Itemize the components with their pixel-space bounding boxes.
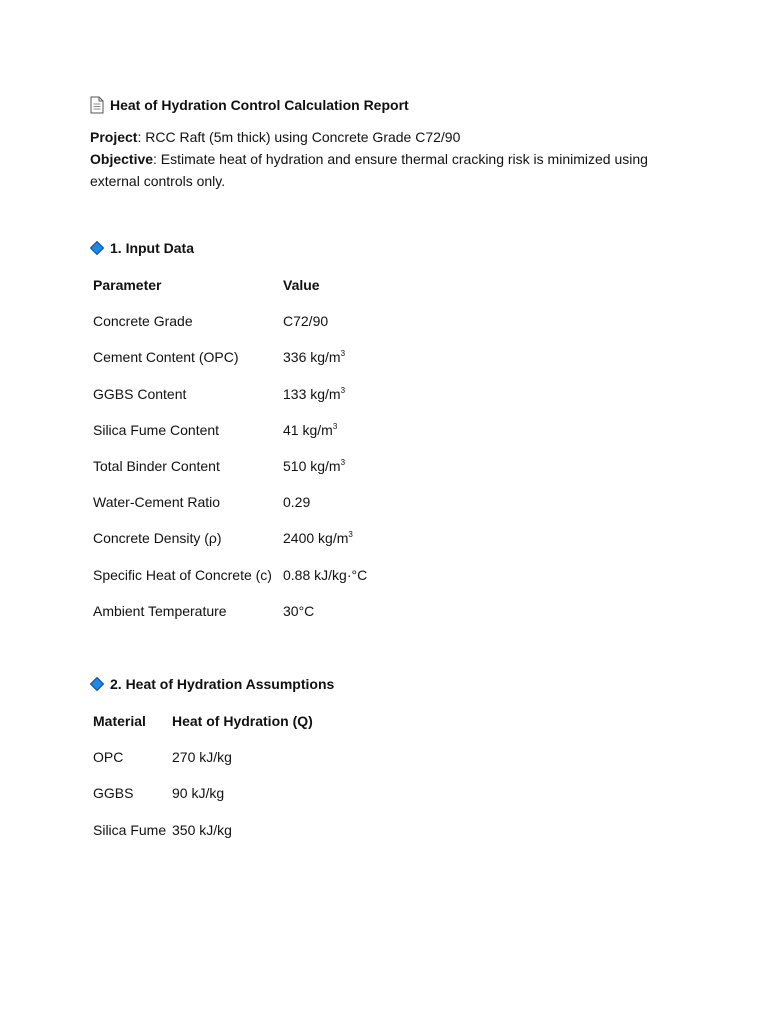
table-row: [90, 520, 367, 556]
table-row: [90, 484, 367, 520]
blue-diamond-icon: [90, 677, 104, 691]
heat-cell: 90 kJ/kg: [172, 785, 225, 802]
value-cell: 133 $kg/m^3$: [283, 385, 346, 402]
report-title: Heat of Hydration Control Calculation Report: [110, 97, 409, 113]
header-parameter: Parameter: [93, 277, 162, 294]
table-row: [90, 557, 367, 593]
project-label: Project: [90, 129, 138, 145]
heat-of-hydration-table: [90, 703, 313, 848]
material-cell: GGBS: [93, 785, 134, 802]
table-row: [90, 339, 367, 375]
param-cell: Concrete Grade: [93, 313, 193, 330]
table-row: [90, 811, 313, 847]
value-cell: 510 $kg/m^3$: [283, 458, 346, 475]
table-row: [90, 739, 313, 775]
header-material: Material: [93, 712, 146, 729]
report-page: [90, 94, 690, 848]
section-assumptions-heading: [90, 673, 690, 695]
document-icon: [90, 96, 104, 114]
objective-label: Objective: [90, 151, 154, 167]
param-cell: GGBS Content: [93, 385, 187, 402]
value-cell: 0.29: [283, 494, 311, 511]
objective-line: [90, 148, 690, 192]
table-row: [90, 448, 367, 484]
param-cell: Total Binder Content: [93, 458, 220, 475]
value-cell: 2400 $kg/m^3$: [283, 530, 353, 547]
param-cell: Ambient Temperature: [93, 602, 227, 619]
param-cell: Silica Fume Content: [93, 421, 220, 438]
table-row: [90, 376, 367, 412]
param-cell: Water-Cement Ratio: [93, 494, 221, 511]
value-cell: C72/90: [283, 313, 329, 330]
header-heat: Heat of Hydration (Q): [172, 712, 313, 729]
section-assumptions-title: 2. Heat of Hydration Assumptions: [110, 675, 335, 692]
table-row: [90, 775, 313, 811]
material-cell: OPC: [93, 749, 124, 766]
project-line: [90, 126, 690, 148]
objective-value: : Estimate heat of hydration and ensure thermal cracking risk is minimized using external controls only.: [90, 151, 648, 189]
table-row: [90, 593, 367, 629]
section-input-data-title: 1. Input Data: [110, 240, 195, 256]
table-row: [90, 303, 367, 339]
heat-cell: 350 kJ/kg: [172, 821, 232, 838]
value-cell: 0.88 kJ/kg·°C: [283, 566, 368, 583]
blue-diamond-icon: [90, 241, 104, 255]
table-row: [90, 412, 367, 448]
table-header-row: [90, 703, 313, 739]
input-data-table: [90, 267, 367, 629]
report-title-row: [90, 94, 690, 116]
value-cell: 30°C: [283, 602, 315, 619]
value-cell: 336 $kg/m^3$: [283, 349, 346, 366]
param-cell: Concrete Density (ρ): [93, 530, 222, 547]
table-header-row: [90, 267, 367, 303]
param-cell: Cement Content (OPC): [93, 349, 239, 366]
heat-cell: 270 kJ/kg: [172, 749, 232, 766]
value-cell: 41 $kg/m^3$: [283, 421, 338, 438]
material-cell: Silica Fume: [93, 821, 167, 838]
report-meta: [90, 126, 690, 192]
param-cell: Specific Heat of Concrete (c): [93, 566, 272, 583]
project-value: : RCC Raft (5m thick) using Concrete Grade C72/90: [137, 129, 461, 145]
header-value: Value: [283, 277, 320, 294]
section-input-data-heading: [90, 237, 690, 259]
